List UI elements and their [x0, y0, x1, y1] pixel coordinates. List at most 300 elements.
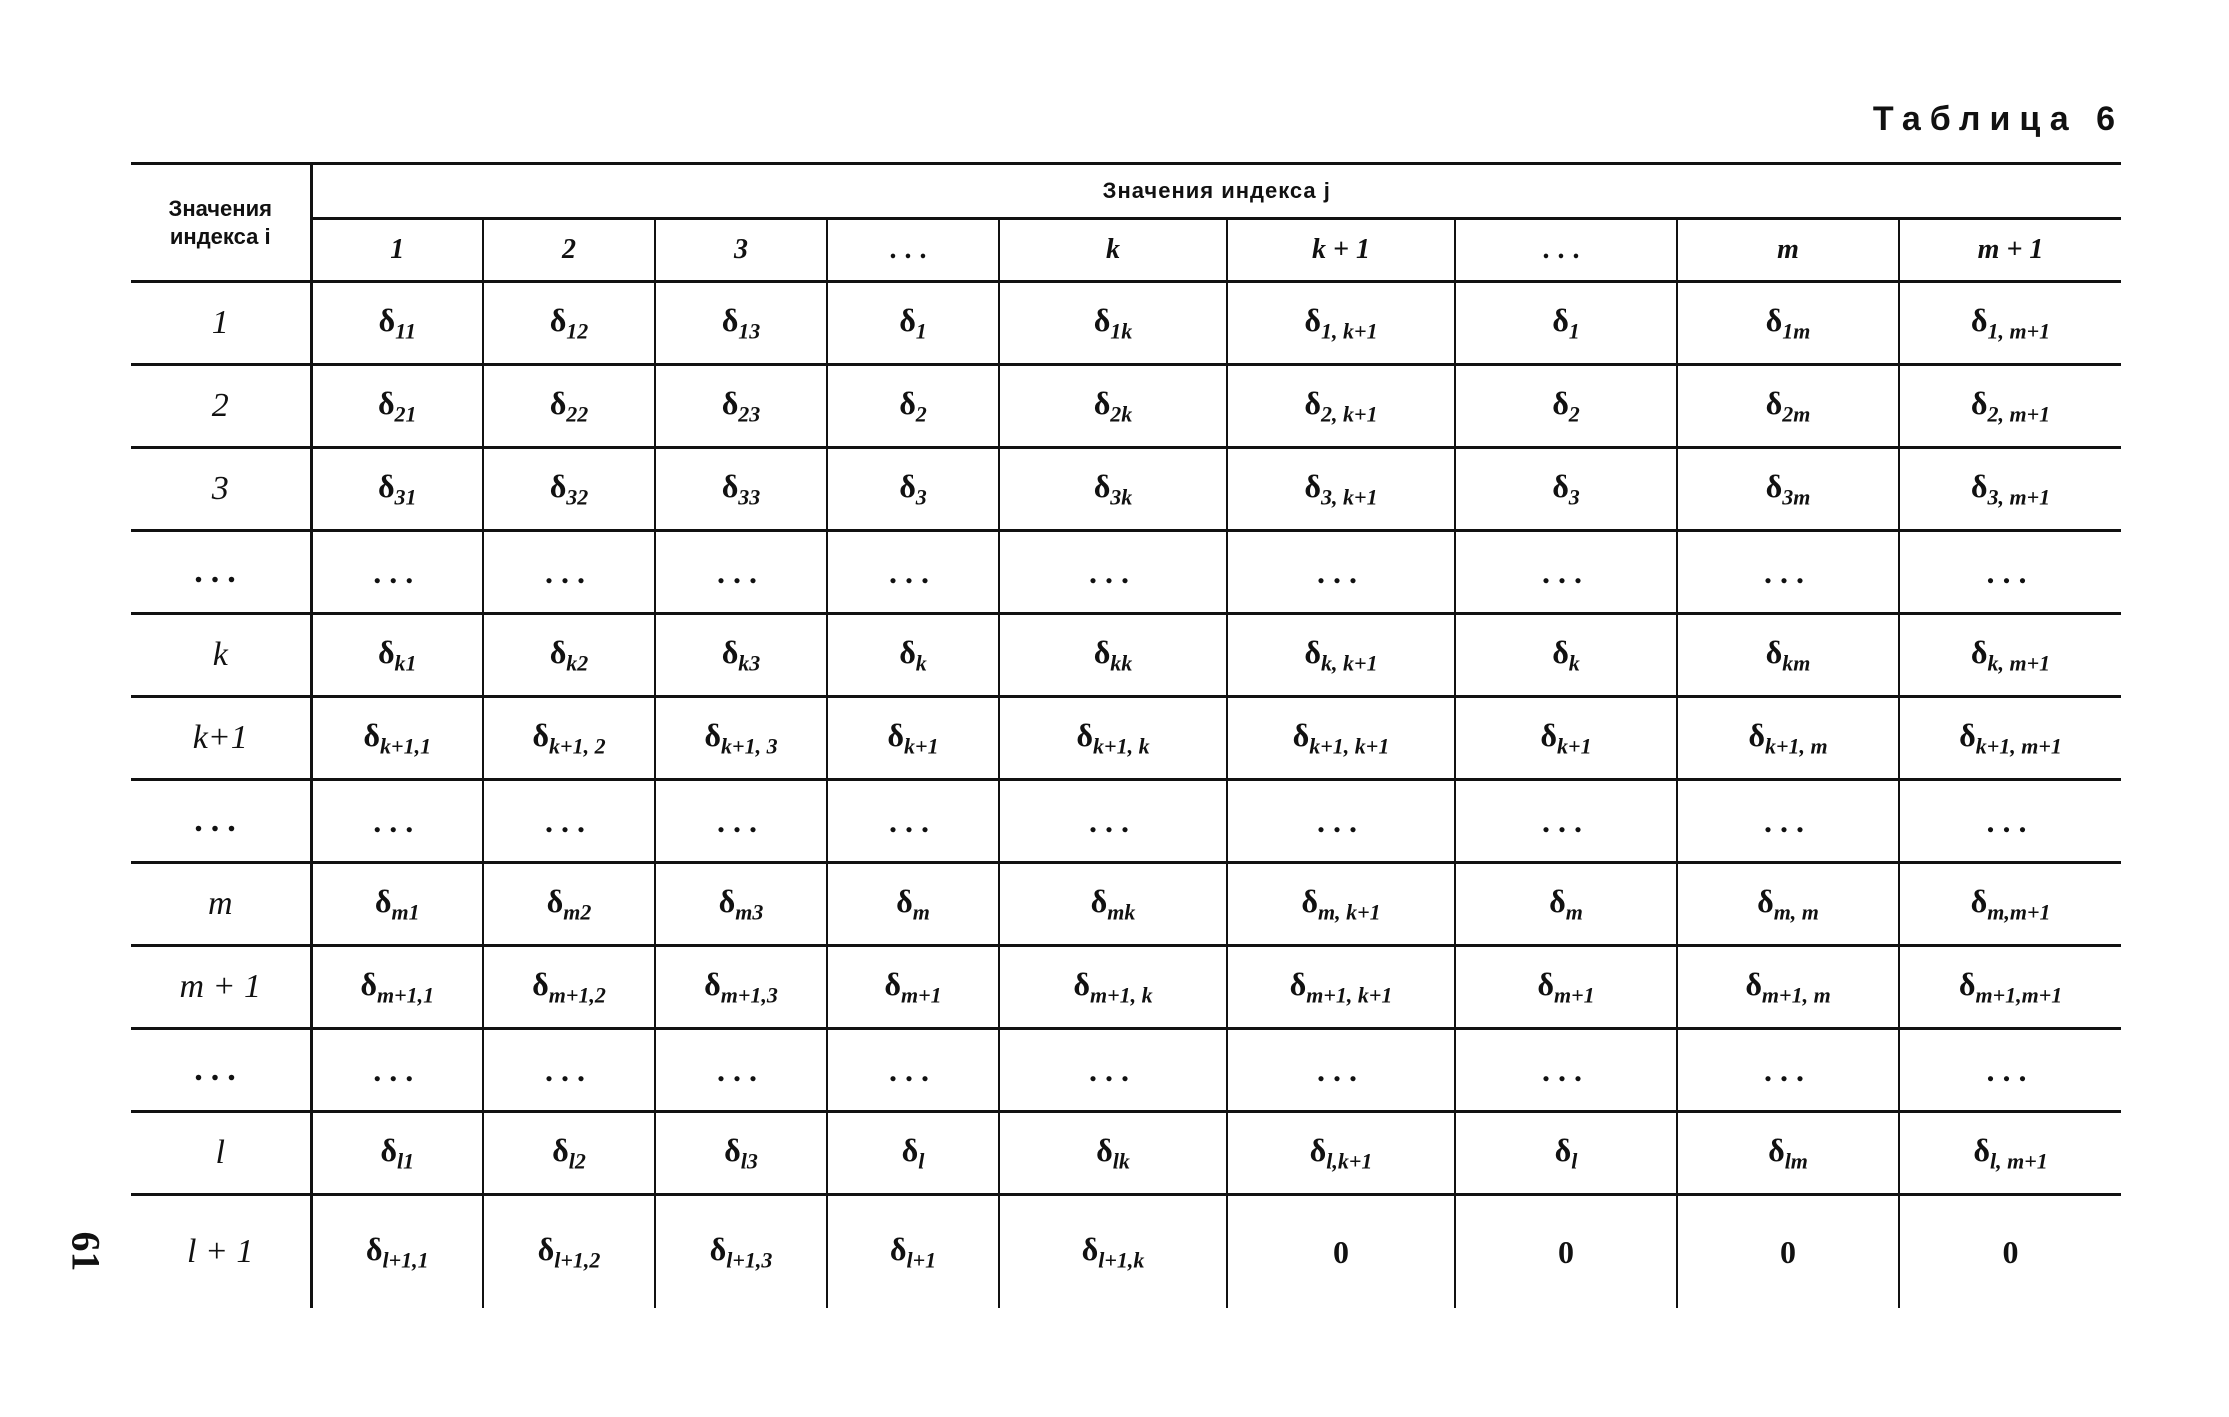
- table-cell: [1455, 282, 1677, 365]
- table-cell: [1677, 946, 1899, 1029]
- cell-subscript: l: [1571, 1148, 1578, 1174]
- table-cell: [311, 1029, 483, 1112]
- table-cell: [655, 780, 827, 863]
- cell-symbol: ...: [1317, 553, 1365, 590]
- table-cell: [311, 282, 483, 365]
- cell-symbol: ...: [1089, 553, 1137, 590]
- table-row: [131, 1195, 2121, 1309]
- cell-symbol: δ: [1768, 1131, 1785, 1168]
- table-cell: [483, 614, 655, 697]
- cell-symbol: ...: [1764, 553, 1812, 590]
- cell-symbol: δ: [1757, 882, 1774, 919]
- table-cell: [999, 531, 1227, 614]
- table-cell: [1677, 448, 1899, 531]
- table-cell: [827, 1195, 999, 1309]
- cell-subscript: l,k+1: [1326, 1148, 1373, 1174]
- table-cell: [1899, 1029, 2121, 1112]
- table-cell: [483, 1195, 655, 1309]
- cell-subscript: m,m+1: [1987, 899, 2051, 925]
- column-header: k + 1: [1227, 219, 1455, 282]
- cell-symbol: δ: [363, 716, 381, 753]
- table-row: [131, 448, 2121, 531]
- cell-symbol: δ: [377, 467, 395, 504]
- table-cell: [483, 697, 655, 780]
- table-cell: [1677, 1029, 1899, 1112]
- cell-symbol: δ: [1765, 467, 1783, 504]
- cell-subscript: 1: [915, 318, 927, 344]
- table-cell: [827, 1112, 999, 1195]
- cell-symbol: δ: [1304, 633, 1322, 670]
- cell-symbol: δ: [549, 467, 567, 504]
- cell-subscript: m+1: [1553, 982, 1595, 1008]
- row-label: k+1: [131, 697, 311, 780]
- table-cell: [655, 448, 827, 531]
- table-cell: [483, 863, 655, 946]
- cell-symbol: δ: [709, 1230, 727, 1267]
- cell-symbol: δ: [1093, 467, 1111, 504]
- cell-subscript: l1: [396, 1148, 415, 1174]
- column-header-row: [131, 219, 2121, 282]
- cell-subscript: 3k: [1110, 484, 1133, 510]
- table-row: [131, 1029, 2121, 1112]
- cell-subscript: 11: [395, 318, 416, 344]
- cell-subscript: 2: [915, 401, 927, 427]
- cell-symbol: δ: [1289, 965, 1307, 1002]
- table-cell: [655, 614, 827, 697]
- cell-subscript: k+1, 3: [721, 733, 778, 759]
- cell-symbol: δ: [724, 1131, 741, 1168]
- table-cell: [827, 365, 999, 448]
- cell-symbol: ...: [545, 802, 593, 839]
- cell-subscript: 2k: [1110, 401, 1133, 427]
- cell-subscript: k, m+1: [1987, 650, 2051, 676]
- table-cell: [1899, 863, 2121, 946]
- table-body: [131, 282, 2121, 1309]
- cell-subscript: 13: [738, 318, 761, 344]
- cell-symbol: δ: [1970, 384, 1988, 421]
- table-cell: [655, 282, 827, 365]
- table-cell: [1899, 697, 2121, 780]
- table-cell: [311, 1112, 483, 1195]
- cell-symbol: δ: [1745, 965, 1762, 1002]
- cell-subscript: 3m: [1782, 484, 1811, 510]
- table-cell: [827, 448, 999, 531]
- table-cell: [1227, 448, 1455, 531]
- cell-subscript: 2, k+1: [1321, 401, 1378, 427]
- column-header: ...: [827, 219, 999, 282]
- table-cell: [827, 282, 999, 365]
- cell-subscript: lm: [1784, 1148, 1808, 1174]
- table-row: [131, 614, 2121, 697]
- cell-subscript: 3: [1568, 484, 1580, 510]
- table-cell: [1677, 282, 1899, 365]
- table-row: [131, 697, 2121, 780]
- cell-symbol: δ: [1970, 301, 1988, 338]
- cell-symbol: δ: [378, 301, 396, 338]
- table-cell: [483, 531, 655, 614]
- table-cell: [827, 946, 999, 1029]
- table-cell: [827, 780, 999, 863]
- cell-subscript: m+1,2: [548, 982, 606, 1008]
- table-cell: [1227, 531, 1455, 614]
- cell-symbol: 0: [1333, 1233, 1349, 1270]
- table-cell: [311, 531, 483, 614]
- cell-subscript: l3: [740, 1148, 758, 1174]
- cell-symbol: ...: [545, 1051, 593, 1088]
- cell-subscript: m+1,1: [376, 982, 435, 1008]
- table-row: [131, 365, 2121, 448]
- column-header: 2: [483, 219, 655, 282]
- table-cell: [999, 1195, 1227, 1309]
- cell-symbol: δ: [899, 384, 916, 421]
- cell-subscript: m+1, m: [1761, 982, 1831, 1008]
- page-number: 61: [63, 1231, 109, 1272]
- column-header: k: [999, 219, 1227, 282]
- cell-subscript: 21: [394, 401, 417, 427]
- cell-subscript: m: [912, 899, 930, 925]
- cell-symbol: δ: [1959, 716, 1976, 753]
- table-cell: [655, 531, 827, 614]
- cell-symbol: δ: [899, 467, 916, 504]
- cell-subscript: l: [918, 1148, 925, 1174]
- cell-symbol: δ: [1292, 716, 1310, 753]
- table-row: [131, 780, 2121, 863]
- table-cell: [827, 863, 999, 946]
- table-cell: [655, 1112, 827, 1195]
- column-header: 1: [311, 219, 483, 282]
- cell-subscript: m: [1565, 899, 1583, 925]
- cell-symbol: ...: [1089, 1051, 1137, 1088]
- table-cell: [1455, 1112, 1677, 1195]
- table-cell: [1899, 282, 2121, 365]
- table-cell: [827, 1029, 999, 1112]
- cell-symbol: δ: [1537, 965, 1554, 1002]
- table-row: [131, 1112, 2121, 1195]
- cell-symbol: δ: [721, 633, 739, 670]
- cell-symbol: δ: [1765, 633, 1783, 670]
- cell-symbol: δ: [1970, 633, 1988, 670]
- cell-symbol: 0: [2002, 1233, 2019, 1270]
- cell-symbol: δ: [1304, 384, 1322, 421]
- table-cell: [999, 1112, 1227, 1195]
- table-cell: [1677, 697, 1899, 780]
- cell-symbol: δ: [1554, 1131, 1572, 1168]
- column-header: m: [1677, 219, 1899, 282]
- row-label: 3: [131, 448, 311, 531]
- table-cell: [999, 365, 1227, 448]
- cell-subscript: 1m: [1782, 318, 1811, 344]
- table-cell: [1227, 1112, 1455, 1195]
- table-cell: [1455, 614, 1677, 697]
- row-label: ...: [131, 531, 311, 614]
- cell-symbol: ...: [1986, 553, 2035, 590]
- table-row: [131, 863, 2121, 946]
- table-cell: [999, 946, 1227, 1029]
- row-label: m + 1: [131, 946, 311, 1029]
- cell-symbol: δ: [1081, 1230, 1099, 1267]
- cell-subscript: k, k+1: [1321, 650, 1378, 676]
- table-cell: [1899, 946, 2121, 1029]
- cell-subscript: m, m: [1773, 899, 1819, 925]
- table-row: [131, 531, 2121, 614]
- cell-subscript: m+1,3: [720, 982, 778, 1008]
- cell-symbol: ...: [1089, 802, 1137, 839]
- table-cell: [999, 697, 1227, 780]
- table-cell: [1455, 1029, 1677, 1112]
- cell-symbol: δ: [721, 384, 739, 421]
- cell-subscript: 23: [738, 401, 761, 427]
- cell-symbol: δ: [1301, 882, 1318, 919]
- table-cell: [999, 863, 1227, 946]
- cell-symbol: ...: [889, 802, 937, 839]
- cell-symbol: δ: [1765, 384, 1783, 421]
- table-cell: [1455, 780, 1677, 863]
- table-cell: [1455, 365, 1677, 448]
- cell-symbol: δ: [1552, 301, 1569, 338]
- table-caption: Таблица 6: [1872, 100, 2124, 138]
- cell-symbol: δ: [532, 965, 549, 1002]
- cell-symbol: δ: [1748, 716, 1765, 753]
- table-cell: [1899, 448, 2121, 531]
- table-cell: [311, 780, 483, 863]
- cell-subscript: l+1: [906, 1247, 937, 1273]
- table-cell: [1227, 1195, 1455, 1309]
- cell-symbol: ...: [373, 802, 422, 839]
- table-cell: [483, 365, 655, 448]
- column-header: ...: [1455, 219, 1677, 282]
- table-cell: [827, 697, 999, 780]
- cell-subscript: l+1,k: [1098, 1247, 1145, 1273]
- table-cell: [1227, 863, 1455, 946]
- table-cell: [1227, 946, 1455, 1029]
- cell-symbol: δ: [537, 1230, 555, 1267]
- cell-symbol: ...: [717, 802, 765, 839]
- table-cell: [1455, 946, 1677, 1029]
- cell-symbol: δ: [901, 1131, 919, 1168]
- column-header: 3: [655, 219, 827, 282]
- table-cell: [1227, 1029, 1455, 1112]
- cell-symbol: ...: [717, 1051, 765, 1088]
- cell-subscript: l, m+1: [1989, 1148, 2048, 1174]
- cell-subscript: m+1,m+1: [1975, 982, 2063, 1008]
- cell-symbol: δ: [721, 467, 739, 504]
- cell-symbol: δ: [552, 1131, 569, 1168]
- table-cell: [1227, 365, 1455, 448]
- cell-subscript: 33: [738, 484, 761, 510]
- table-cell: [1227, 282, 1455, 365]
- table-row: [131, 946, 2121, 1029]
- cell-symbol: ...: [373, 1051, 422, 1088]
- cell-symbol: ...: [1986, 802, 2035, 839]
- cell-symbol: δ: [1552, 467, 1569, 504]
- table-cell: [1455, 697, 1677, 780]
- cell-symbol: δ: [1093, 384, 1111, 421]
- cell-symbol: δ: [377, 633, 395, 670]
- table-cell: [1455, 1195, 1677, 1309]
- cell-subscript: lk: [1112, 1148, 1130, 1174]
- row-label: k: [131, 614, 311, 697]
- cell-symbol: δ: [549, 301, 567, 338]
- cell-subscript: k+1, k+1: [1309, 733, 1390, 759]
- table-cell: [1899, 1112, 2121, 1195]
- table-cell: [655, 1195, 827, 1309]
- cell-symbol: δ: [1093, 633, 1111, 670]
- cell-subscript: m1: [391, 899, 420, 925]
- table-cell: [1677, 780, 1899, 863]
- table-cell: [483, 1112, 655, 1195]
- cell-subscript: 3, k+1: [1321, 484, 1378, 510]
- cell-subscript: m, k+1: [1317, 899, 1381, 925]
- cell-symbol: δ: [1073, 965, 1090, 1002]
- row-label: m: [131, 863, 311, 946]
- row-label: l: [131, 1112, 311, 1195]
- cell-subscript: 2, m+1: [1987, 401, 2051, 427]
- cell-symbol: δ: [704, 965, 721, 1002]
- row-label: 1: [131, 282, 311, 365]
- index-table: [131, 162, 2121, 1308]
- cell-symbol: δ: [1973, 1131, 1990, 1168]
- cell-subscript: k+1, 2: [549, 733, 606, 759]
- cell-subscript: 22: [566, 401, 589, 427]
- cell-symbol: δ: [1093, 301, 1111, 338]
- table-cell: [483, 282, 655, 365]
- cell-symbol: δ: [1309, 1131, 1327, 1168]
- row-label: 2: [131, 365, 311, 448]
- cell-symbol: δ: [365, 1230, 383, 1267]
- table-cell: [483, 448, 655, 531]
- cell-symbol: δ: [549, 633, 567, 670]
- cell-symbol: δ: [884, 965, 901, 1002]
- cell-symbol: δ: [1970, 882, 1988, 919]
- cell-subscript: mk: [1107, 899, 1136, 925]
- table-cell: [1455, 531, 1677, 614]
- cell-symbol: δ: [1090, 882, 1108, 919]
- table-cell: [999, 448, 1227, 531]
- row-label: ...: [131, 780, 311, 863]
- cell-subscript: 3, m+1: [1987, 484, 2051, 510]
- cell-symbol: ...: [1542, 802, 1590, 839]
- table-cell: [483, 946, 655, 1029]
- table-cell: [827, 614, 999, 697]
- cell-symbol: 0: [1558, 1233, 1574, 1270]
- table-cell: [311, 614, 483, 697]
- cell-subscript: m3: [735, 899, 764, 925]
- table-cell: [655, 863, 827, 946]
- cell-subscript: l2: [568, 1148, 586, 1174]
- cell-symbol: δ: [1304, 467, 1322, 504]
- table-cell: [311, 365, 483, 448]
- table-cell: [311, 863, 483, 946]
- cell-subscript: k+1,1: [380, 733, 432, 759]
- table-cell: [1899, 1195, 2121, 1309]
- cell-subscript: 1: [1568, 318, 1580, 344]
- cell-symbol: δ: [546, 882, 564, 919]
- cell-subscript: km: [1782, 650, 1811, 676]
- cell-symbol: ...: [1542, 553, 1590, 590]
- cell-subscript: l+1,1: [382, 1247, 429, 1273]
- table-cell: [1227, 614, 1455, 697]
- cell-symbol: ...: [1542, 1051, 1590, 1088]
- cell-symbol: δ: [899, 633, 916, 670]
- table-cell: [655, 697, 827, 780]
- cell-subscript: k+1, k: [1093, 733, 1150, 759]
- cell-symbol: δ: [704, 716, 722, 753]
- table-cell: [1227, 697, 1455, 780]
- cell-symbol: ...: [889, 1051, 937, 1088]
- cell-symbol: δ: [1304, 301, 1322, 338]
- row-label: l + 1: [131, 1195, 311, 1309]
- table-cell: [1677, 863, 1899, 946]
- cell-symbol: δ: [374, 882, 392, 919]
- table-cell: [483, 780, 655, 863]
- table-cell: [1677, 614, 1899, 697]
- cell-subscript: 32: [566, 484, 589, 510]
- col-group-header: Значения индекса j: [311, 164, 2121, 219]
- table-cell: [1455, 448, 1677, 531]
- cell-subscript: 1, m+1: [1987, 318, 2051, 344]
- cell-subscript: k+1, m: [1764, 733, 1828, 759]
- cell-subscript: k3: [738, 650, 761, 676]
- cell-symbol: δ: [1540, 716, 1558, 753]
- cell-subscript: kk: [1110, 650, 1133, 676]
- table-cell: [999, 780, 1227, 863]
- cell-symbol: δ: [718, 882, 736, 919]
- cell-symbol: δ: [1552, 384, 1569, 421]
- cell-subscript: k2: [566, 650, 589, 676]
- table-cell: [1677, 1112, 1899, 1195]
- cell-symbol: ...: [545, 553, 593, 590]
- cell-symbol: δ: [1970, 467, 1988, 504]
- table-cell: [1899, 365, 2121, 448]
- table-cell: [655, 365, 827, 448]
- cell-symbol: ...: [717, 553, 765, 590]
- column-header: m + 1: [1899, 219, 2121, 282]
- table-cell: [655, 946, 827, 1029]
- cell-symbol: δ: [1549, 882, 1566, 919]
- cell-subscript: l+1,2: [554, 1247, 601, 1273]
- table-cell: [311, 946, 483, 1029]
- table-cell: [999, 1029, 1227, 1112]
- cell-symbol: δ: [1765, 301, 1783, 338]
- table-cell: [1677, 1195, 1899, 1309]
- cell-subscript: m+1: [900, 982, 942, 1008]
- cell-symbol: ...: [1764, 802, 1812, 839]
- cell-subscript: m2: [563, 899, 592, 925]
- cell-subscript: 12: [566, 318, 589, 344]
- table-cell: [1899, 614, 2121, 697]
- cell-symbol: δ: [1958, 965, 1976, 1002]
- cell-symbol: 0: [1780, 1233, 1796, 1270]
- cell-symbol: δ: [360, 965, 377, 1002]
- cell-subscript: k+1, m+1: [1975, 733, 2062, 759]
- table-row: [131, 282, 2121, 365]
- table-cell: [1455, 863, 1677, 946]
- cell-symbol: δ: [889, 1230, 907, 1267]
- cell-subscript: k+1: [904, 733, 939, 759]
- row-label: ...: [131, 1029, 311, 1112]
- cell-symbol: ...: [1317, 1051, 1365, 1088]
- cell-subscript: 31: [394, 484, 417, 510]
- cell-symbol: δ: [532, 716, 550, 753]
- cell-subscript: k: [915, 650, 927, 676]
- table-cell: [999, 282, 1227, 365]
- cell-subscript: 2m: [1782, 401, 1811, 427]
- cell-symbol: δ: [549, 384, 567, 421]
- row-index-header: Значения индекса i: [131, 164, 311, 282]
- table-cell: [1899, 780, 2121, 863]
- table-cell: [999, 614, 1227, 697]
- cell-subscript: k+1: [1557, 733, 1592, 759]
